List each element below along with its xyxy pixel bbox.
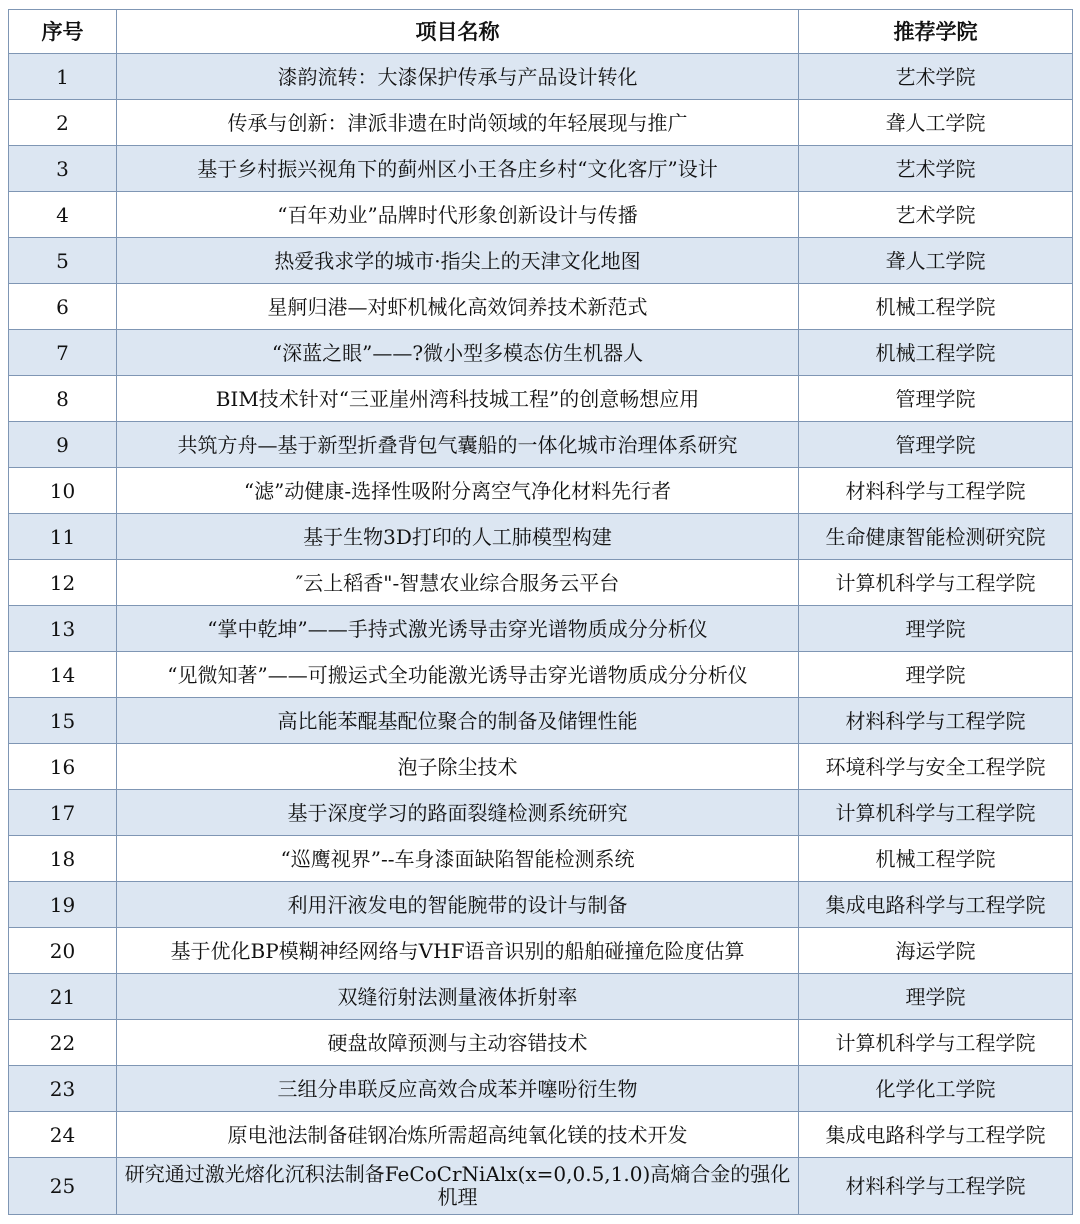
- college-cell: 理学院: [799, 974, 1073, 1020]
- college-cell: 机械工程学院: [799, 284, 1073, 330]
- row-number: 14: [9, 652, 117, 698]
- project-table-container: [8, 9, 1072, 1215]
- row-number: 10: [9, 468, 117, 514]
- project-name-cell: 热爱我求学的城市·指尖上的天津文化地图: [117, 238, 799, 284]
- row-number: 5: [9, 238, 117, 284]
- project-table: [8, 9, 1073, 1215]
- row-number: 9: [9, 422, 117, 468]
- project-name-cell: 高比能苯醌基配位聚合的制备及储锂性能: [117, 698, 799, 744]
- college-cell: 机械工程学院: [799, 330, 1073, 376]
- college-cell: 集成电路科学与工程学院: [799, 882, 1073, 928]
- table-row: [9, 1158, 1073, 1215]
- college-cell: 计算机科学与工程学院: [799, 560, 1073, 606]
- table-row: [9, 146, 1073, 192]
- row-number: 17: [9, 790, 117, 836]
- college-cell: 艺术学院: [799, 192, 1073, 238]
- row-number: 25: [9, 1158, 117, 1215]
- table-row: [9, 100, 1073, 146]
- row-number: 24: [9, 1112, 117, 1158]
- project-name-cell: 双缝衍射法测量液体折射率: [117, 974, 799, 1020]
- table-row: [9, 238, 1073, 284]
- row-number: 3: [9, 146, 117, 192]
- college-cell: 管理学院: [799, 422, 1073, 468]
- table-row: [9, 422, 1073, 468]
- project-name-cell: 基于深度学习的路面裂缝检测系统研究: [117, 790, 799, 836]
- table-row: [9, 698, 1073, 744]
- project-name-cell: “见微知著”——可搬运式全功能激光诱导击穿光谱物质成分分析仪: [117, 652, 799, 698]
- row-number: 23: [9, 1066, 117, 1112]
- project-name-cell: 泡子除尘技术: [117, 744, 799, 790]
- header-college: 推荐学院: [799, 10, 1073, 54]
- table-row: [9, 284, 1073, 330]
- college-cell: 理学院: [799, 606, 1073, 652]
- table-row: [9, 974, 1073, 1020]
- row-number: 18: [9, 836, 117, 882]
- table-row: [9, 376, 1073, 422]
- table-row: [9, 1112, 1073, 1158]
- table-row: [9, 192, 1073, 238]
- project-name-cell: 原电池法制备硅钢冶炼所需超高纯氧化镁的技术开发: [117, 1112, 799, 1158]
- college-cell: 计算机科学与工程学院: [799, 1020, 1073, 1066]
- college-cell: 理学院: [799, 652, 1073, 698]
- project-name-cell: “巡鹰视界”--车身漆面缺陷智能检测系统: [117, 836, 799, 882]
- table-row: [9, 1066, 1073, 1112]
- college-cell: 材料科学与工程学院: [799, 1158, 1073, 1215]
- project-name-cell: ″云上稻香"-智慧农业综合服务云平台: [117, 560, 799, 606]
- college-cell: 海运学院: [799, 928, 1073, 974]
- project-name-cell: “滤”动健康-选择性吸附分离空气净化材料先行者: [117, 468, 799, 514]
- table-body: [9, 54, 1073, 1215]
- project-name-cell: 星舸归港—对虾机械化高效饲养技术新范式: [117, 284, 799, 330]
- college-cell: 聋人工学院: [799, 238, 1073, 284]
- row-number: 7: [9, 330, 117, 376]
- table-row: [9, 606, 1073, 652]
- college-cell: 集成电路科学与工程学院: [799, 1112, 1073, 1158]
- project-name-cell: 利用汗液发电的智能腕带的设计与制备: [117, 882, 799, 928]
- college-cell: 环境科学与安全工程学院: [799, 744, 1073, 790]
- table-row: [9, 1020, 1073, 1066]
- row-number: 6: [9, 284, 117, 330]
- row-number: 21: [9, 974, 117, 1020]
- row-number: 4: [9, 192, 117, 238]
- header-number: 序号: [9, 10, 117, 54]
- college-cell: 艺术学院: [799, 54, 1073, 100]
- project-name-cell: 三组分串联反应高效合成苯并噻吩衍生物: [117, 1066, 799, 1112]
- college-cell: 材料科学与工程学院: [799, 698, 1073, 744]
- college-cell: 生命健康智能检测研究院: [799, 514, 1073, 560]
- row-number: 15: [9, 698, 117, 744]
- table-row: [9, 744, 1073, 790]
- college-cell: 计算机科学与工程学院: [799, 790, 1073, 836]
- row-number: 8: [9, 376, 117, 422]
- row-number: 19: [9, 882, 117, 928]
- project-name-cell: 漆韵流转：大漆保护传承与产品设计转化: [117, 54, 799, 100]
- project-name-cell: 基于优化BP模糊神经网络与VHF语音识别的船舶碰撞危险度估算: [117, 928, 799, 974]
- college-cell: 材料科学与工程学院: [799, 468, 1073, 514]
- project-name-cell: 研究通过激光熔化沉积法制备FeCoCrNiAlx(x=0,0.5,1.0)高熵合金的强化机理: [117, 1158, 799, 1215]
- table-row: [9, 836, 1073, 882]
- college-cell: 化学化工学院: [799, 1066, 1073, 1112]
- table-header-row: [9, 10, 1073, 54]
- table-row: [9, 560, 1073, 606]
- table-row: [9, 330, 1073, 376]
- table-row: [9, 652, 1073, 698]
- header-project-name: 项目名称: [117, 10, 799, 54]
- table-row: [9, 790, 1073, 836]
- project-name-cell: 基于生物3D打印的人工肺模型构建: [117, 514, 799, 560]
- row-number: 20: [9, 928, 117, 974]
- project-name-cell: 基于乡村振兴视角下的蓟州区小王各庄乡村“文化客厅”设计: [117, 146, 799, 192]
- row-number: 12: [9, 560, 117, 606]
- project-name-cell: “百年劝业”品牌时代形象创新设计与传播: [117, 192, 799, 238]
- row-number: 1: [9, 54, 117, 100]
- row-number: 2: [9, 100, 117, 146]
- project-name-cell: “深蓝之眼”——?微小型多模态仿生机器人: [117, 330, 799, 376]
- table-row: [9, 928, 1073, 974]
- project-name-cell: 传承与创新：津派非遗在时尚领域的年轻展现与推广: [117, 100, 799, 146]
- project-name-cell: “掌中乾坤”——手持式激光诱导击穿光谱物质成分分析仪: [117, 606, 799, 652]
- row-number: 16: [9, 744, 117, 790]
- row-number: 22: [9, 1020, 117, 1066]
- project-name-cell: 共筑方舟—基于新型折叠背包气囊船的一体化城市治理体系研究: [117, 422, 799, 468]
- row-number: 13: [9, 606, 117, 652]
- college-cell: 艺术学院: [799, 146, 1073, 192]
- project-name-cell: BIM技术针对“三亚崖州湾科技城工程”的创意畅想应用: [117, 376, 799, 422]
- table-row: [9, 882, 1073, 928]
- college-cell: 管理学院: [799, 376, 1073, 422]
- table-row: [9, 514, 1073, 560]
- table-row: [9, 54, 1073, 100]
- college-cell: 机械工程学院: [799, 836, 1073, 882]
- college-cell: 聋人工学院: [799, 100, 1073, 146]
- row-number: 11: [9, 514, 117, 560]
- table-row: [9, 468, 1073, 514]
- project-name-cell: 硬盘故障预测与主动容错技术: [117, 1020, 799, 1066]
